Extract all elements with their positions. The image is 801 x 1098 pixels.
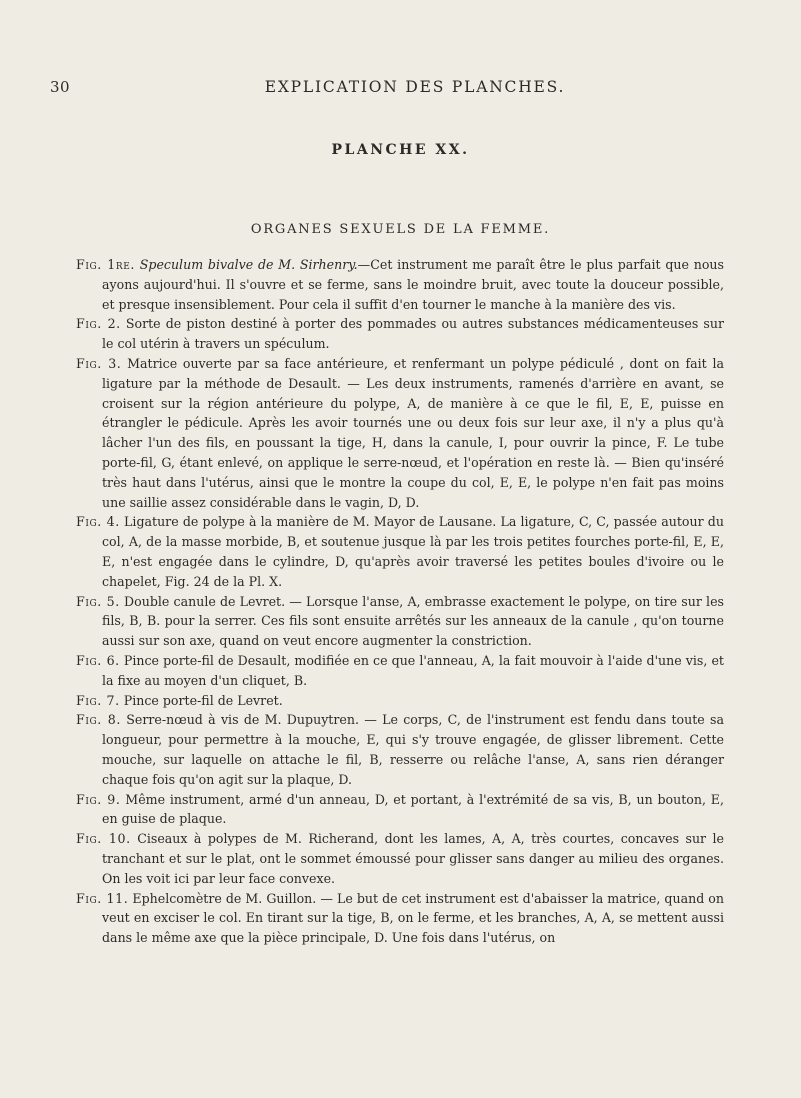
figure-explanations [76, 255, 724, 948]
figure-label: Fig. 3. [76, 355, 122, 371]
figure-label: Fig. 9. [76, 791, 121, 807]
section-title: ORGANES SEXUELS DE LA FEMME. [250, 222, 551, 237]
figure-label: Fig. 6. [76, 652, 120, 668]
figure-entry [76, 354, 724, 512]
figure-label: Fig. 11. [76, 890, 129, 906]
figure-label: Fig. 10. [76, 831, 131, 847]
figure-text: Serre-nœud à vis de M. Dupuytren. — Le corps, C, de l'instrument est fendu dans toute sa longueur, pour permettre à la mouche, E, qui s'y trouve engagée, de glisser librement. Cette mouche, sur laquelle on attache le fil, B, resserre ou relâche l'anse, A, sans rien déranger chaque fois qu'on agit sur la plaque, D. [102, 712, 724, 787]
figure-entry [76, 314, 724, 354]
figure-text: Double canule de Levret. — Lorsque l'anse, A, embrasse exactement le polype, on tire sur les fils, B, B. pour la serrer. Ces fils sont ensuite arrêtés sur les anneaux de la canule , qu'on tourne aussi sur son axe, quand on veut encore augmenter la constriction. [102, 593, 724, 649]
figure-entry [76, 790, 724, 830]
figure-entry [76, 691, 724, 711]
figure-entry [76, 651, 724, 691]
figure-text: Ephelcomètre de M. Guillon. — Le but de cet instrument est d'abaisser la matrice, quand on veut en exciser le col. En tirant sur la tige, B, on le ferme, et les branches, A, A, se mettent aussi dans le même axe que la pièce principale, D. Une fois dans l'utérus, on [102, 890, 724, 946]
figure-entry [76, 592, 724, 651]
figure-text: —Cet instrument me paraît être le plus parfait que nous ayons aujourd'hui. Il s'ouvre et se ferme, sans le moindre bruit, avec toute la douceur possible, et presque insensiblement. Pour cela il suffit d'en tourner le manche à la manière des vis. [102, 257, 724, 312]
page-number: 30 [50, 78, 71, 96]
figure-text: Même instrument, armé d'un anneau, D, et portant, à l'extrémité de sa vis, B, un bouton, E, en guise de plaque. [102, 791, 724, 827]
figure-entry [76, 512, 724, 591]
figure-text: Pince porte-fil de Desault, modifiée en ce que l'anneau, A, la fait mouvoir à l'aide d'une vis, et la fixe au moyen d'un cliquet, B. [102, 652, 724, 688]
figure-text: Ciseaux à polypes de M. Richerand, dont les lames, A, A, très courtes, concaves sur le tranchant et sur le plat, ont le sommet émoussé pour glisser sans danger au milieu des organes. On les voit ici par leur face convexe. [102, 831, 724, 886]
figure-text: Pince porte-fil de Levret. [123, 692, 283, 708]
figure-entry [76, 710, 724, 789]
running-head [50, 78, 780, 98]
figure-entry [76, 889, 724, 948]
figure-italic-title: Speculum bivalve de M. Sirhenry. [139, 257, 358, 272]
figure-label: Fig. 8. [76, 712, 121, 728]
plate-title: PLANCHE XX. [331, 142, 470, 158]
running-title: EXPLICATION DES PLANCHES. [264, 78, 566, 96]
figure-label: Fig. 1re. [76, 257, 135, 272]
figure-entry [76, 255, 724, 314]
figure-text: Matrice ouverte par sa face antérieure, et renfermant un polype pédiculé , dont on fait la ligature par la méthode de Desault. — Les deux instruments, ramenés d'arrière en avant, se croisent sur la région antérieure du polype, A, de manière à ce que le fil, E, E, puisse en étrangler le pédicule. Après les avoir tournés une ou deux fois sur leur axe, il n'y a plus qu'à lâcher l'un des fils, en poussant la tige, H, dans la canule, I, pour ouvrir la pince, F. Le tube porte-fil, G, étant enlevé, on applique le serre-nœud, et l'opération en reste là. — Bien qu'inséré très haut dans l'utérus, ainsi que le montre la coupe du col, E, E, le polype n'en fait pas moins une saillie assez considérable dans le vagin, D, D. [102, 355, 724, 510]
figure-text: Sorte de piston destiné à porter des pommades ou autres substances médicamenteuses sur le col utérin à travers un spéculum. [102, 316, 724, 352]
figure-label: Fig. 5. [76, 593, 120, 609]
figure-entry [76, 829, 724, 888]
figure-label: Fig. 2. [76, 316, 121, 332]
figure-text: Ligature de polype à la manière de M. Mayor de Lausane. La ligature, C, C, passée autour du col, A, de la masse morbide, B, et soutenue jusque là par les trois petites fourches porte-fil, E, E, E, n'est engagée dans le cylindre, D, qu'après avoir traversé les petites boules d'ivoire ou le chapelet, Fig. 24 de la Pl. X. [102, 514, 724, 589]
figure-label: Fig. 4. [76, 514, 120, 530]
figure-label: Fig. 7. [76, 692, 120, 708]
